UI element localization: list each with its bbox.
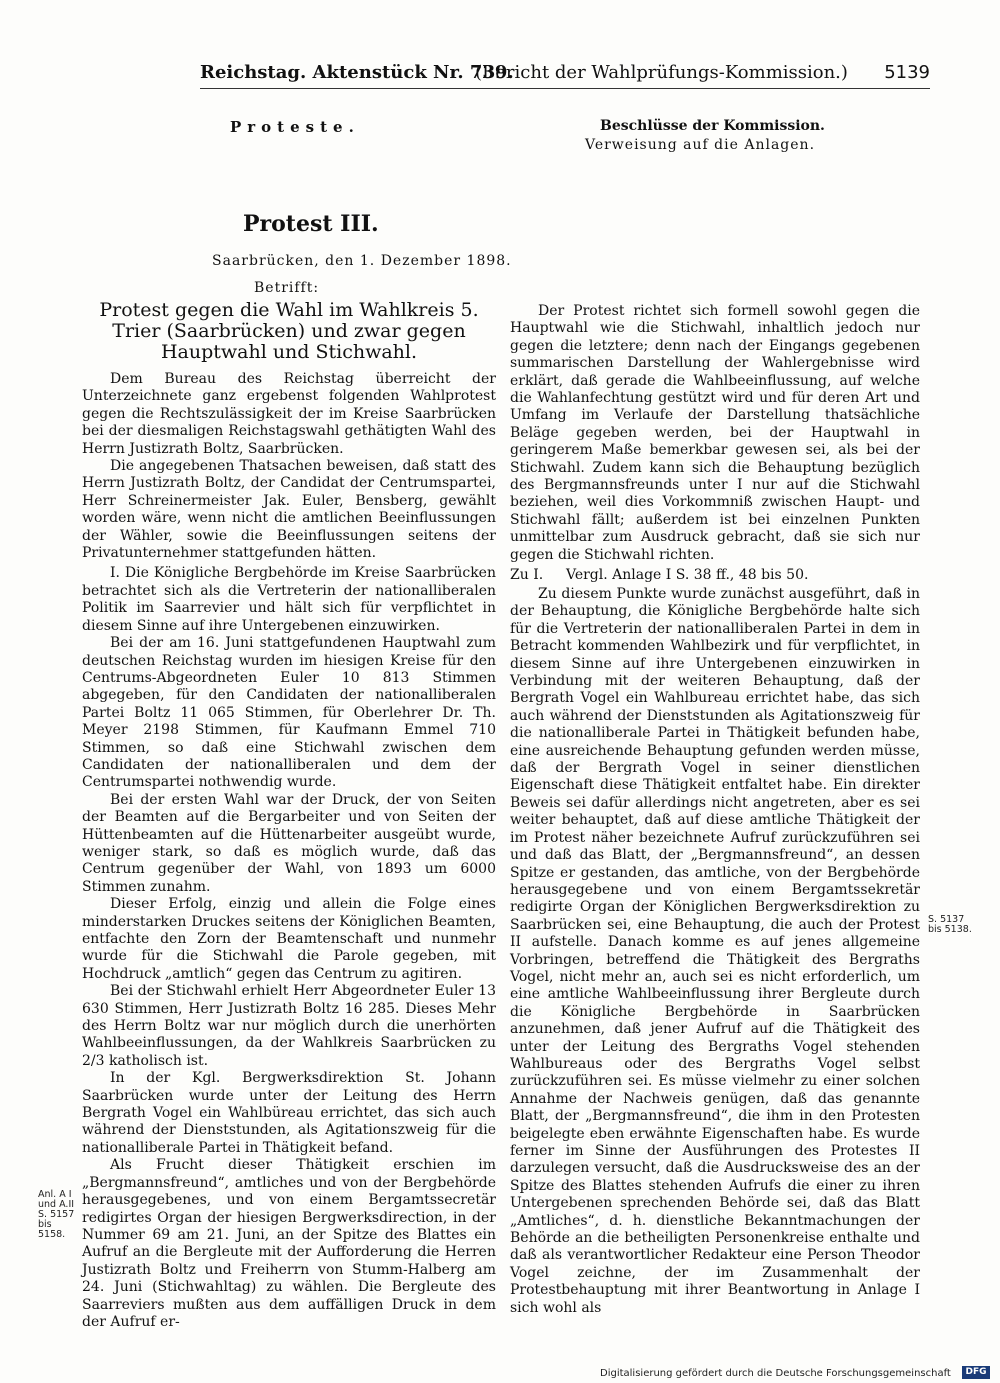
protest-subject: Protest gegen die Wahl im Wahlkreis 5. Trier (Saarbrücken) und zwar gegen Hauptwahl und Stichwahl. <box>99 299 479 363</box>
page-header <box>200 62 930 89</box>
protest-title: Protest III. <box>243 211 379 237</box>
zu-one-reference: Vergl. Anlage I S. 38 ff., 48 bis 50. <box>566 567 809 583</box>
right-column-body <box>510 303 920 564</box>
left-margin-note: Anl. A I und A.II S. 5157 bis 5158. <box>38 1189 75 1240</box>
left-paragraph: Als Frucht dieser Thätigkeit erschien im „Bergmannsfreund“, amtliches und von der Bergbehörde herausgegebenes, und von einem Bergamtssecretär redigirtes Organ der hiesigen Bergwerksdirection, in der Nummer 69 am 21. Juni, an der Spitze des Blattes ein Aufruf an die Bergleute mit der Aufforderung die Herren Justizrath Boltz und Freiherrn von Stumm-Halberg am 24. Juni (Stichwahltag) zu wählen. Die Bergleute des Saarreviers mußten aus dem auffälligen Druck in dem der Aufruf er- <box>82 1157 496 1330</box>
zu-one-label: Zu I. <box>510 567 544 583</box>
left-paragraph: Bei der Stichwahl erhielt Herr Abgeordneter Euler 13 630 Stimmen, Herr Justizrath Boltz 16 285. Dieses Mehr des Herrn Boltz war nur möglich durch die unerhörten Wahlbeeinflussungen, da der Wahlkreis Saarbrücken zu 2/3 katholisch ist. <box>82 983 496 1069</box>
left-column-body <box>82 371 496 1331</box>
header-subtitle: (Bericht der Wahlprüfungs-Kommission.) <box>475 62 848 83</box>
header-title: Reichstag. Aktenstück Nr. 739. <box>200 62 514 83</box>
left-paragraph: Bei der am 16. Juni stattgefundenen Hauptwahl zum deutschen Reichstag wurden im hiesigen Kreise für den Centrums-Abgeordneten Euler 10 813 Stimmen abgegeben, für den Candidaten der nationalliberalen Partei Boltz 11 065 Stimmen, für Oberlehrer Dr. Th. Meyer 2198 Stimmen, für Kaufmann Emmel 710 Stimmen, so daß eine Stichwahl zwischen dem Candidaten der nationalliberalen und dem der Centrumspartei nothwendig wurde. <box>82 635 496 791</box>
protest-betrifft: Betrifft: <box>254 280 320 296</box>
column-heading-proteste: Proteste. <box>230 118 360 136</box>
right-column-body-2 <box>510 586 920 1317</box>
footer-credit: Digitalisierung gefördert durch die Deutsche Forschungsgemeinschaft <box>600 1368 951 1379</box>
left-paragraph: Bei der ersten Wahl war der Druck, der von Seiten der Beamten auf die Bergarbeiter und von Seiten der Hüttenbeamten auf die Hüttenarbeiter ausgeübt wurde, weniger stark, so daß es möglich wurde, daß das Centrum gegenüber der Wahl, von 1893 um 6000 Stimmen zunahm. <box>82 791 496 895</box>
left-paragraph: In der Kgl. Bergwerksdirektion St. Johann Saarbrücken wurde unter der Leitung des Herrn Bergrath Vogel ein Wahlbüreau errichtet, das sich auch während der Dienststunden, als Agitationszweig für die nationalliberale Partei in Thätigkeit befand. <box>82 1070 496 1156</box>
right-margin-note: S. 5137 bis 5138. <box>928 914 972 935</box>
page-number: 5139 <box>884 62 930 83</box>
dfg-logo: DFG <box>962 1366 990 1379</box>
left-paragraph: I. Die Königliche Bergbehörde im Kreise Saarbrücken betrachtet sich als die Vertreterin der nationalliberalen Politik im Saarrevier und hält sich für verpflichtet in diesem Sinne auf ihre Untergebenen einzuwirken. <box>82 565 496 634</box>
right-paragraph: Zu diesem Punkte wurde zunächst ausgeführt, daß in der Behauptung, die Königliche Bergbehörde halte sich für die Vertreterin der nationalliberalen Partei in dem in Betracht kommenden Wahlbezirk und für verpflichtet, in diesem Sinne auf ihre Untergebenen einzuwirken in Verbindung mit der weiteren Behauptung, daß der Bergrath Vogel ein Wahlbureau errichtet habe, das sich auch während der Dienststunden als Agitationszweig für die nationalliberale Partei in Thätigkeit befunden habe, eine ausreichende Behauptung gefunden werden müsse, daß der Bergrath Vogel in seiner dienstlichen Eigenschaft diese Thätigkeit entfaltet habe. Ein direkter Beweis sei dafür allerdings nicht angetreten, aber es sei weiter behauptet, daß auf diese amtliche Thätigkeit der im Protest näher bezeichnete Aufruf zurückzuführen sei und daß das Blatt, der „Bergmannsfreund“, an dessen Spitze er gestanden, das amtliche, von der Bergbehörde herausgegebene und von einem Bergamtssekretär redigirte Organ der Königlichen Bergwerksdirektion zu Saarbrücken sei, eine Behauptung, die auch der Protest II aufstelle. Danach komme es auf jenes allgemeine Vorbringen, betreffend die Thätigkeit des Bergraths Vogel, nicht mehr an, auch sei es nicht erforderlich, um eine amtliche Wahlbeeinflussung ihrer Bergleute durch die Königliche Bergbehörde in Saarbrücken anzunehmen, daß jener Aufruf auf die Thätigkeit des unter der Leitung des Bergraths Vogel stehenden Wahlbureaus oder des Bergraths Vogel selbst zurückzuführen sei. Es müsse vielmehr zu einer solchen Annahme der Nachweis genügen, daß das genannte Blatt, der „Bergmannsfreund“, die ihm in den Protesten beigelegte eben erwähnte Eigenschaften habe. Es wurde ferner im Sinne der Ausführungen des Protestes II darzulegen versucht, daß die Ausdrucksweise des an der Spitze des Blattes stehenden Aufrufs die einer zu ihren Untergebenen sprechenden Behörde sei, daß das Blatt „Amtliches“, d. h. dienstliche Bekanntmachungen der Behörde an die betheiligten Personenkreise enthalte und daß als verantwortlicher Redakteur eine Person Theodor Vogel zeichne, der im Zusammenhalt der Protestbehauptung mit ihrer Beantwortung in Anlage I sich wohl als <box>510 586 920 1316</box>
left-paragraph: Die angegebenen Thatsachen beweisen, daß statt des Herrn Justizrath Boltz, der Candidat der Centrumspartei, Herr Schreinermeister Jak. Euler, Bensberg, gewählt worden wäre, wenn nicht die amtlichen Beeinflussungen der Wähler, sowie die Beeinflussungen seitens der Privatunternehmer stattgefunden hätten. <box>82 458 496 562</box>
right-paragraph: Der Protest richtet sich formell sowohl gegen die Hauptwahl wie die Stichwahl, inhaltlich jedoch nur gegen die letztere; denn nach der Eingangs gegebenen summarischen Darstellung der Wahlergebnisse wird erklärt, daß gerade die Wahlbeeinflussung, auf welche die Wahlanfechtung gestützt wird und für deren Art und Umfang im Verlaufe der Darstellung thatsächliche Beläge gegeben werden, bei der Hauptwahl in geringerem Maße bemerkbar gewesen sei, als bei der Stichwahl. Zudem kann sich die Behauptung bezüglich des Bergmannsfreunds unter I nur auf die Stichwahl beziehen, weil dies Vorkommniß zwischen Haupt- und Stichwahl fällt; außerdem ist bei einzelnen Punkten unmittelbar zum Ausdruck gebracht, daß sie sich nur gegen die Stichwahl richten. <box>510 303 920 563</box>
column-subheading-verweisung: Verweisung auf die Anlagen. <box>585 137 816 153</box>
protest-date: Saarbrücken, den 1. Dezember 1898. <box>212 253 512 269</box>
left-paragraph: Dem Bureau des Reichstag überreicht der Unterzeichnete ganz ergebenst folgenden Wahlprotest gegen die Rechtszulässigkeit der im Kreise Saarbrücken bei der diesmaligen Reichstagswahl gethätigten Wahl des Herrn Justizrath Boltz, Saarbrücken. <box>82 371 496 457</box>
left-paragraph: Dieser Erfolg, einzig und allein die Folge eines minderstarken Druckes seitens der Königlichen Beamten, entfachte den Zorn der Beamtenschaft und nunmehr wurde für die Stichwahl die Parole gegeben, mit Hochdruck „amtlich“ gegen das Centrum zu agitiren. <box>82 896 496 982</box>
column-heading-beschluesse: Beschlüsse der Kommission. <box>600 118 825 134</box>
